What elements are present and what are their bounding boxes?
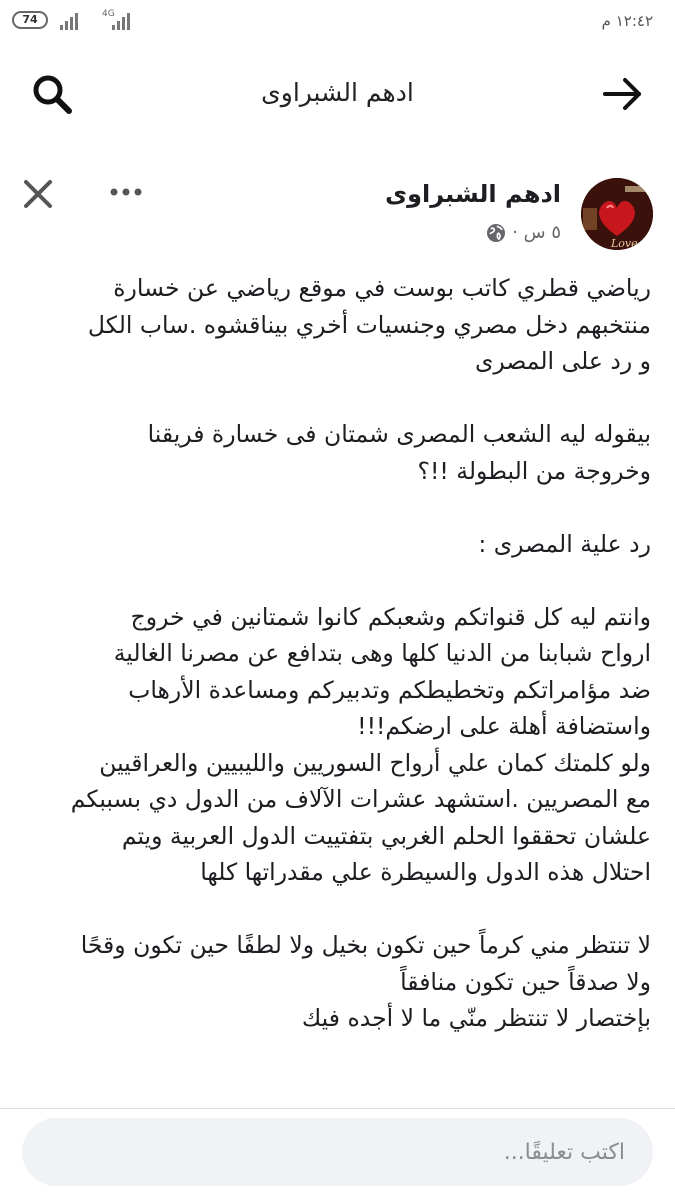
author-name[interactable]: ادهم الشبراوى [385,180,561,208]
arrow-right-icon[interactable] [601,74,645,114]
post-header [0,170,675,260]
post-text-line: علشان تحققوا الحلم الغربي بتفتييت الدول العربية ويتم [121,821,651,850]
status-bar [0,0,675,44]
post-text-line: ولو كلمتك كمان علي أرواح السوريين والليبيين والعراقيين [99,748,651,777]
post-body [21,270,651,1037]
network-type: 4G [102,9,115,19]
post-text-line: لا تنتظر مني كرماً حين تكون بخيل ولا لطفًا حين تكون وقحًا [80,931,651,959]
post-paragraph [21,599,651,891]
post-paragraph [21,927,651,1037]
post-text-line: رد علية المصرى : [478,529,651,558]
divider [0,1108,675,1109]
post-paragraph [21,270,651,380]
post-text-line: بيقوله ليه الشعب المصرى شمتان فى خسارة فريقنا [147,420,651,448]
svg-text:Love: Love [611,237,638,250]
post-paragraph [21,526,651,563]
post-text-line: مع المصريين .استشهد عشرات الآلاف من الدول دي بسببكم [70,785,651,813]
comment-input[interactable] [22,1118,653,1186]
post-text-line: ضد مؤامراتكم وتخطيطكم وتدبيركم ومساعدة الأرهاب [128,675,651,704]
post-meta [486,222,561,243]
comment-box [22,1118,653,1186]
page-title: ادهم الشبراوى [261,78,414,107]
post-text-line: احتلال هذه الدول والسيطرة علي مقدراتها كلها [200,858,651,886]
battery-icon [12,11,48,29]
post-time: ٥ س · [512,222,561,243]
post-text-line: واستضافة أهلة على ارضكم!!! [357,712,651,740]
post-text-line: منتخبهم دخل مصري وجنسيات أخري بيناقشوه .ساب الكل [87,310,651,339]
more-dots-icon[interactable] [108,184,144,200]
header [0,52,675,138]
post-text-line: بإختصار لا تنتظر منّي ما لا أجده فيك [301,1004,651,1032]
battery-level: 74 [22,13,38,26]
avatar[interactable] [581,178,653,250]
post-text-line: ارواح شبابنا من الدنيا كلها وهى بتدافع عن مصرنا الغالية [113,639,651,667]
post-text-line: رياضي قطري كاتب بوست في موقع رياضي عن خسارة [113,274,651,302]
post-paragraph [21,416,651,489]
post-text-line: و رد على المصرى [475,347,651,375]
post-text-line: وانتم ليه كل قنواتكم وشعبكم كانوا شمتانين في خروج [130,602,651,631]
signal-icon [60,12,78,30]
post-text-line: وخروجة من البطولة !!؟ [417,456,651,485]
post-text-line: ولا صدقاً حين تكون منافقاً [400,967,651,996]
globe-icon [486,223,506,243]
close-icon[interactable] [20,176,56,212]
signal-icon-2 [112,12,130,30]
status-time: ١٢:٤٢ م [601,12,653,30]
